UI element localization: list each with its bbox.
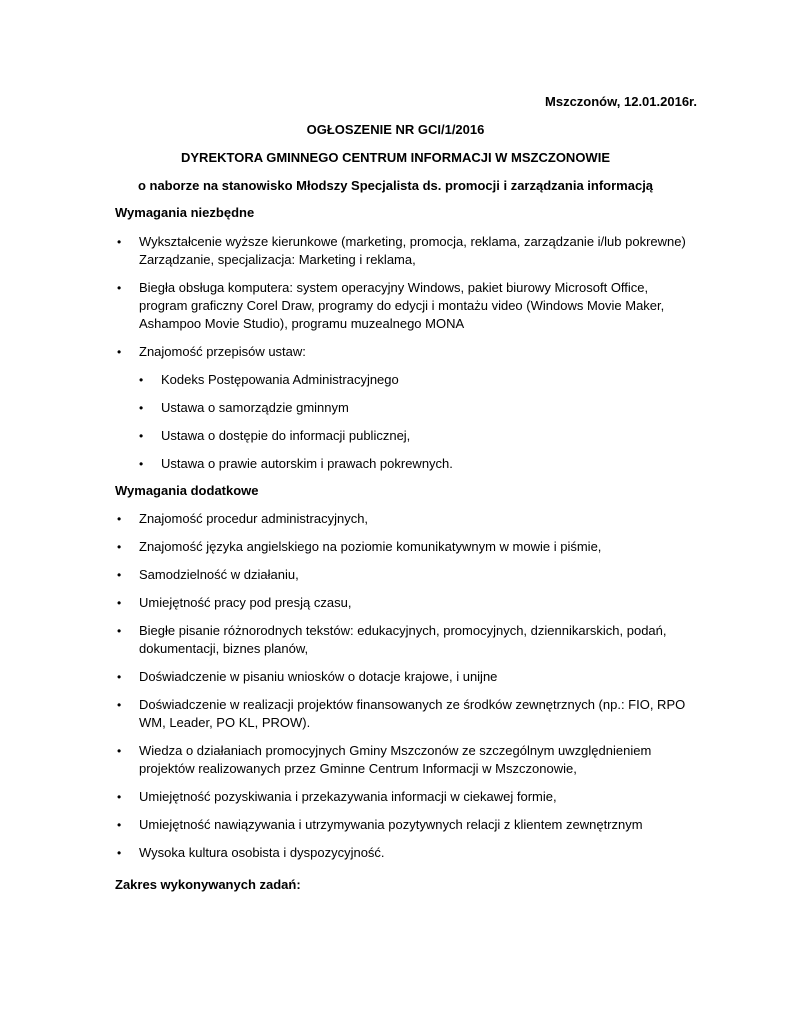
bullet-icon: • (117, 281, 122, 295)
bullet-icon: • (117, 596, 122, 610)
list-item-text: Doświadczenie w realizacji projektów finansowanych ze środków zewnętrznych (np.: FIO, RPO WM, Leader, PO KL, PROW). (139, 697, 686, 730)
sub-list-item-text: Kodeks Postępowania Administracyjnego (161, 372, 399, 387)
sub-list-item-text: Ustawa o prawie autorskim i prawach pokrewnych. (161, 456, 453, 471)
list-item (115, 788, 695, 806)
sub-list-item (139, 399, 695, 417)
list-item-text: Wysoka kultura osobista i dyspozycyjność. (139, 845, 385, 860)
list-item (115, 538, 695, 556)
bullet-icon: • (139, 373, 144, 387)
law-list (139, 371, 695, 473)
bullet-icon: • (139, 401, 144, 415)
list-item (115, 343, 695, 473)
bullet-icon: • (117, 744, 122, 758)
list-item (115, 233, 695, 269)
sub-list-item (139, 427, 695, 445)
list-item (115, 279, 695, 333)
list-item (115, 696, 695, 732)
list-item (115, 510, 695, 528)
additional-heading: Wymagania dodatkowe (115, 483, 259, 498)
bullet-icon: • (117, 790, 122, 804)
dateline: Mszczonów, 12.01.2016r. (545, 94, 697, 109)
required-heading: Wymagania niezbędne (115, 205, 255, 220)
bullet-icon: • (117, 818, 122, 832)
list-item-text: Umiejętność nawiązywania i utrzymywania pozytywnych relacji z klientem zewnętrznym (139, 817, 643, 832)
list-item (115, 816, 695, 834)
list-item-text: Znajomość przepisów ustaw: (139, 344, 306, 359)
additional-list (115, 510, 695, 872)
list-item-text: Biegła obsługa komputera: system operacyjny Windows, pakiet biurowy Microsoft Office, program graficzny Corel Draw, programy do edycji i montażu video (Windows Movie Maker, Ashampoo Movie Studio), programu muzealnego MONA (139, 280, 665, 331)
sub-list-item (139, 455, 695, 473)
bullet-icon: • (117, 540, 122, 554)
bullet-icon: • (117, 235, 122, 249)
list-item (115, 594, 695, 612)
bullet-icon: • (139, 429, 144, 443)
announcement-number: OGŁOSZENIE NR GCI/1/2016 (306, 122, 485, 137)
announcement-subject: o naborze na stanowisko Młodszy Specjalista ds. promocji i zarządzania informacją (137, 178, 654, 193)
list-item (115, 622, 695, 658)
bullet-icon: • (117, 624, 122, 638)
bullet-icon: • (117, 698, 122, 712)
list-item-text: Umiejętność pracy pod presją czasu, (139, 595, 352, 610)
bullet-icon: • (117, 345, 122, 359)
bullet-icon: • (139, 457, 144, 471)
issuer-title: DYREKTORA GMINNEGO CENTRUM INFORMACJI W MSZCZONOWIE (181, 150, 610, 165)
list-item-text: Znajomość procedur administracyjnych, (139, 511, 369, 526)
list-item (115, 844, 695, 862)
list-item-text: Doświadczenie w pisaniu wniosków o dotacje krajowe, i unijne (139, 669, 498, 684)
required-list (115, 233, 695, 483)
list-item-text: Samodzielność w działaniu, (139, 567, 299, 582)
sub-list-item (139, 371, 695, 389)
bullet-icon: • (117, 512, 122, 526)
list-item-text: Umiejętność pozyskiwania i przekazywania informacji w ciekawej formie, (139, 789, 557, 804)
list-item (115, 742, 695, 778)
bullet-icon: • (117, 670, 122, 684)
duties-heading: Zakres wykonywanych zadań: (115, 877, 301, 892)
sub-list-item-text: Ustawa o dostępie do informacji publicznej, (161, 428, 411, 443)
sub-list-item-text: Ustawa o samorządzie gminnym (161, 400, 349, 415)
bullet-icon: • (117, 846, 122, 860)
list-item (115, 668, 695, 686)
list-item-text: Wykształcenie wyższe kierunkowe (marketing, promocja, reklama, zarządzanie i/lub pokrewne) Zarządzanie, specjalizacja: Marketing i reklama, (139, 234, 686, 267)
list-item-text: Wiedza o działaniach promocyjnych Gminy Mszczonów ze szczególnym uwzględnieniem projektów realizowanych przez Gminne Centrum Informacji w Mszczonowie, (139, 743, 652, 776)
list-item-text: Biegłe pisanie różnorodnych tekstów: edukacyjnych, promocyjnych, dziennikarskich, podań, dokumentacji, biznes planów, (139, 623, 667, 656)
list-item-text: Znajomość języka angielskiego na poziomie komunikatywnym w mowie i piśmie, (139, 539, 602, 554)
list-item (115, 566, 695, 584)
bullet-icon: • (117, 568, 122, 582)
